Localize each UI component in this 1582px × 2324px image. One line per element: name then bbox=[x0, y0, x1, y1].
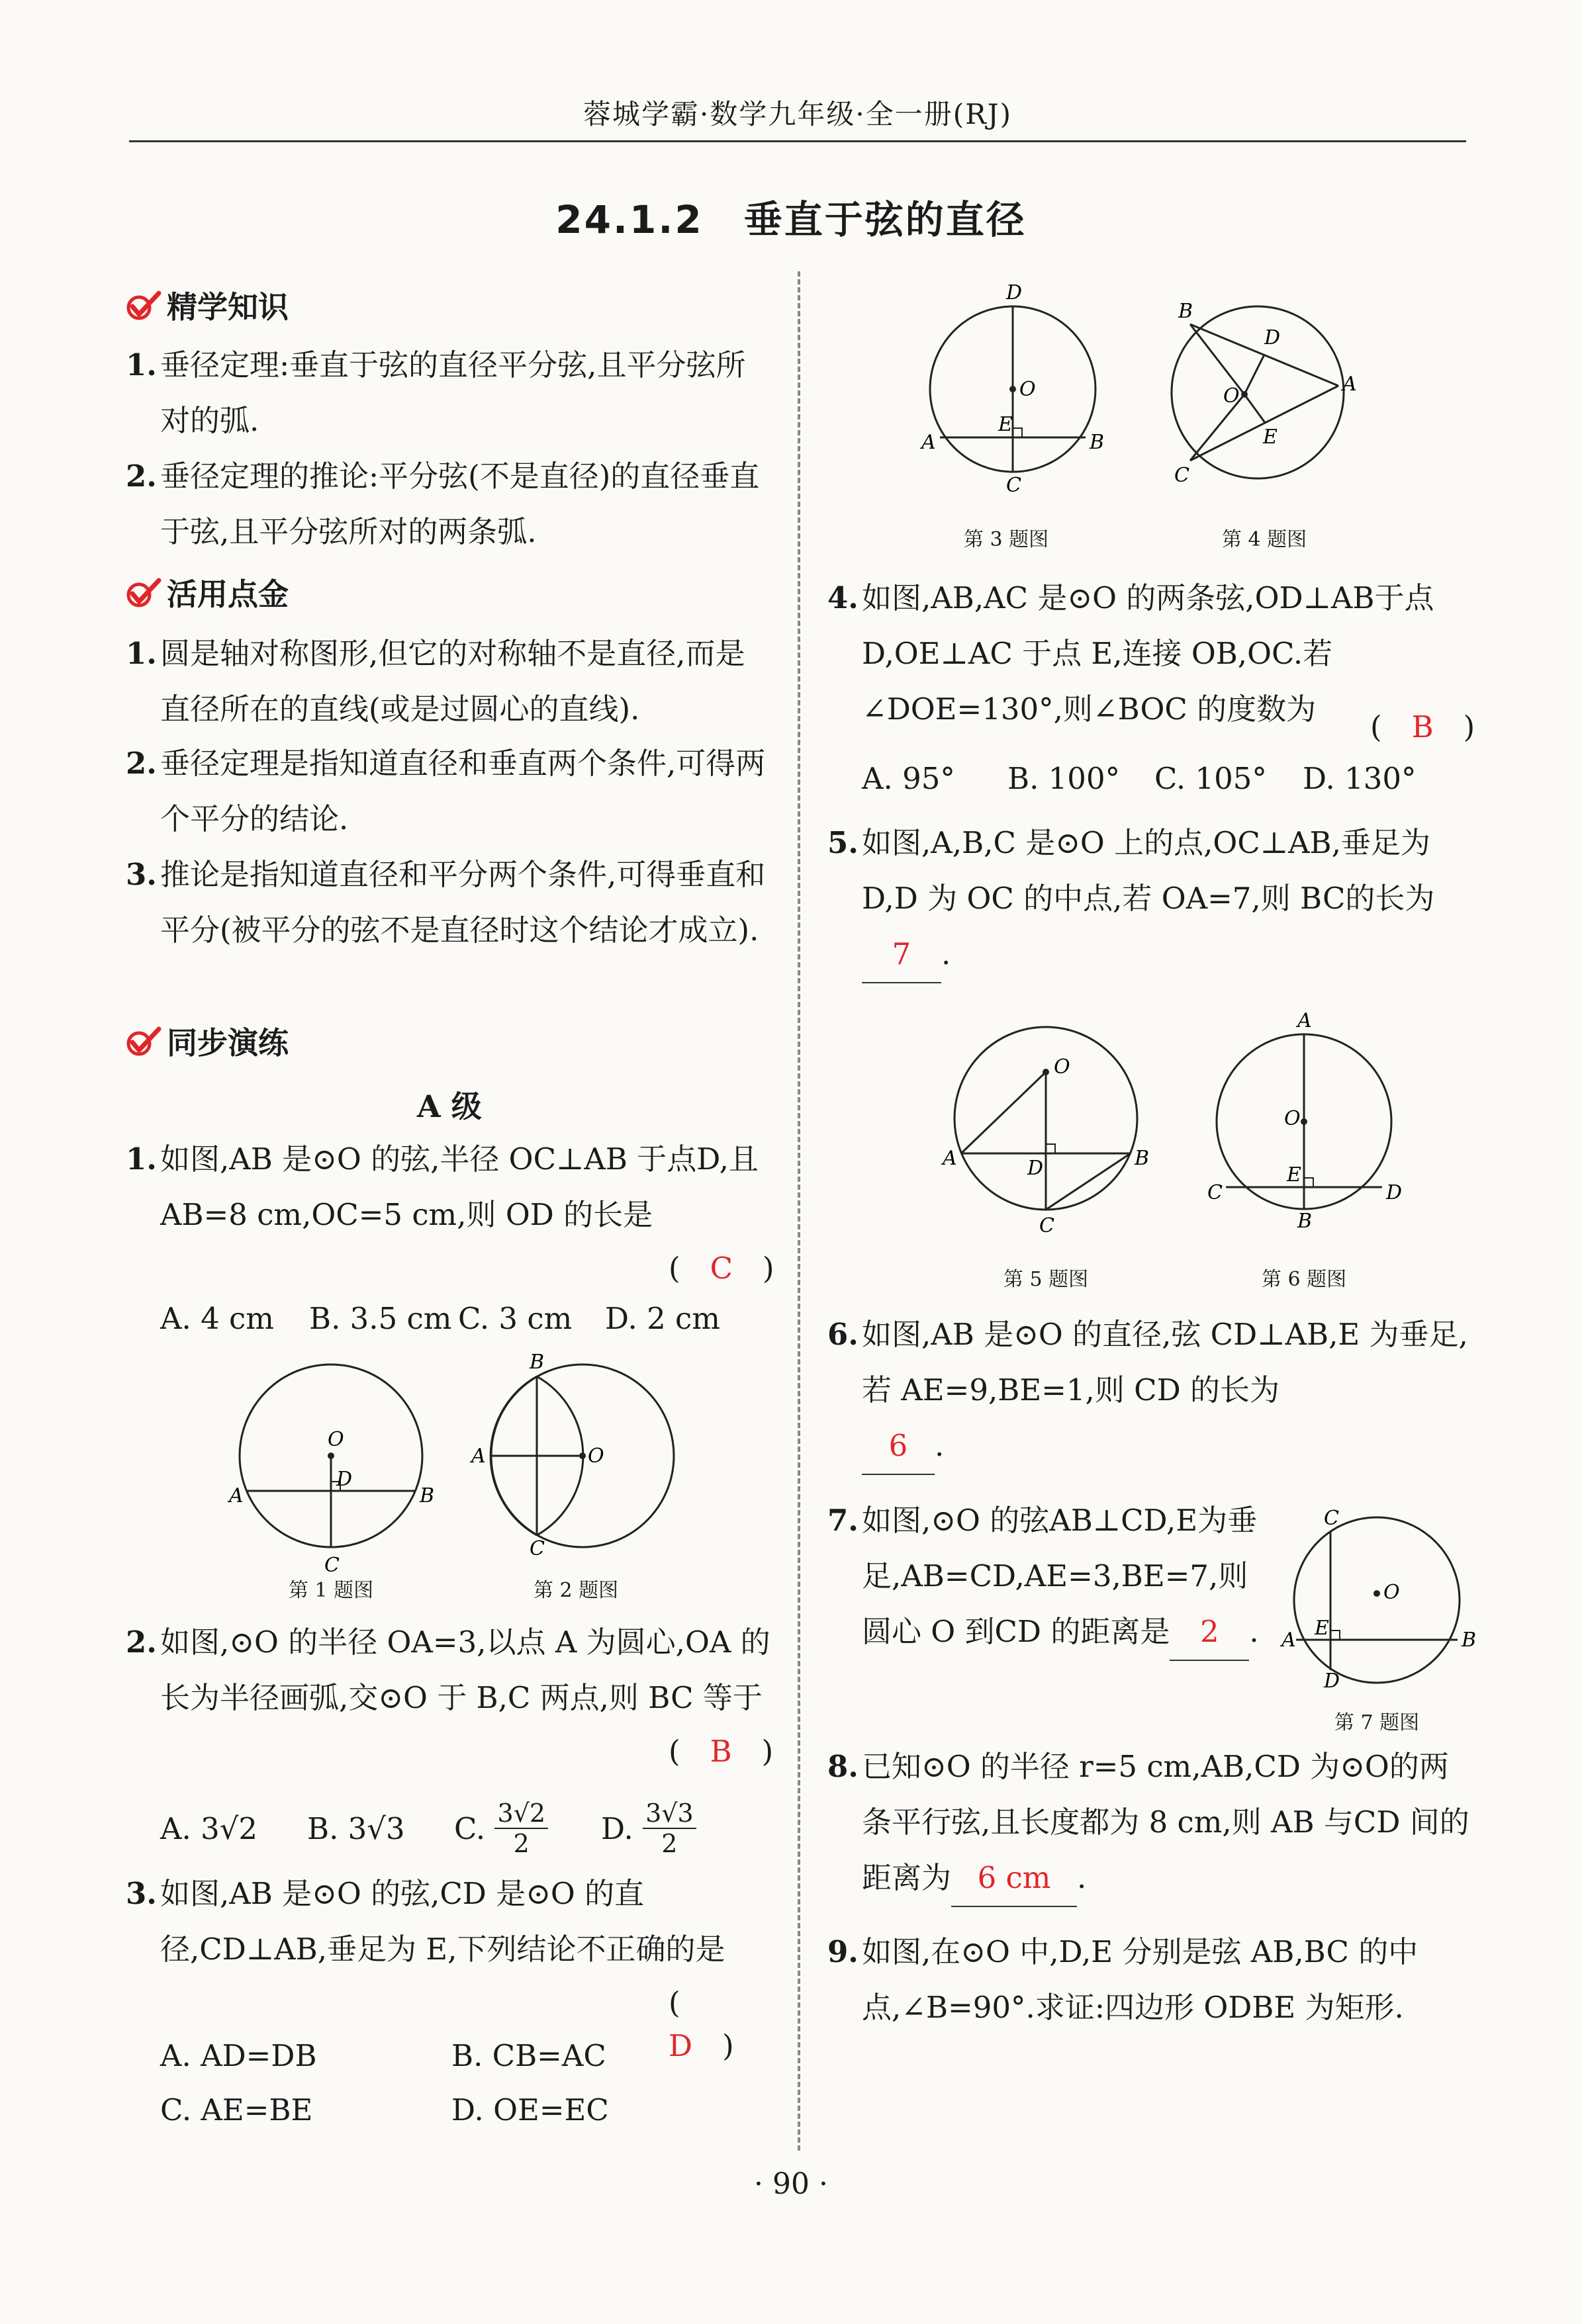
knowledge-heading-text: 精学知识 bbox=[167, 289, 289, 325]
column-divider bbox=[798, 271, 800, 2151]
question-number: 5. bbox=[827, 825, 859, 860]
figure-7 bbox=[1281, 1507, 1477, 1693]
label: A bbox=[1342, 373, 1357, 396]
label: B bbox=[1090, 431, 1105, 454]
fraction bbox=[494, 1799, 548, 1858]
label: E bbox=[998, 413, 1013, 436]
options-row bbox=[160, 1301, 720, 1336]
question-text: 如图,AB,AC 是⊙O 的两条弦,OD⊥AB于点 D,OE⊥AC 于点 E,连接 OB,OC.若∠DOE=130°,则∠BOC 的度数为 bbox=[862, 580, 1434, 727]
option-c bbox=[454, 1799, 601, 1858]
label: O bbox=[1054, 1055, 1070, 1079]
figure-5 bbox=[943, 1026, 1150, 1237]
check-icon bbox=[126, 289, 162, 321]
tip-item bbox=[126, 626, 774, 737]
question-1 bbox=[126, 1132, 774, 1243]
fraction bbox=[643, 1799, 696, 1858]
option-d: D. 130° bbox=[1303, 761, 1417, 796]
option-d bbox=[601, 1799, 696, 1858]
figure-4-caption: 第 4 题图 bbox=[1221, 528, 1307, 551]
question-text: 如图,A,B,C 是⊙O 上的点,OC⊥AB,垂足为 D,D 为 OC 的中点,若 OA=7,则 BC的长为7 . bbox=[827, 815, 1476, 983]
figure-3-caption: 第 3 题图 bbox=[963, 528, 1049, 551]
header-text: 蓉城学霸·数学九年级·全一册(RJ) bbox=[583, 98, 1012, 130]
label: A bbox=[229, 1484, 244, 1507]
label: D bbox=[1324, 1670, 1340, 1693]
option-a: A. AD=DB bbox=[160, 2038, 317, 2073]
label: O bbox=[1284, 1107, 1301, 1130]
question-text: 如图,⊙O 的半径 OA=3,以点 A 为圆心,OA 的长为半径画弧,交⊙O 于 B,C 两点,则 BC 等于 bbox=[160, 1625, 770, 1715]
answer-blank: 7 bbox=[862, 926, 941, 983]
label: D bbox=[1386, 1181, 1403, 1204]
option-d: D. OE=EC bbox=[451, 2092, 609, 2127]
question-number: 2. bbox=[126, 1625, 157, 1660]
figure-6-caption: 第 6 题图 bbox=[1261, 1268, 1347, 1291]
question-text: 已知⊙O 的半径 r=5 cm,AB,CD 为⊙O的两条平行弦,且长度都为 8 cm,则 AB 与CD 间的距离为 6 cm . bbox=[827, 1739, 1476, 1907]
item-number: 2. bbox=[126, 746, 157, 781]
option-c: C. 3 cm bbox=[458, 1301, 573, 1336]
label: E bbox=[1287, 1163, 1301, 1186]
label: O bbox=[1223, 384, 1240, 408]
label: O bbox=[1383, 1581, 1400, 1604]
denominator: 2 bbox=[513, 1829, 530, 1858]
answer-blank: 6 bbox=[862, 1418, 935, 1475]
label: C bbox=[1174, 464, 1189, 487]
label: A bbox=[1281, 1629, 1296, 1652]
label: D bbox=[336, 1468, 353, 1491]
item-number: 1. bbox=[126, 636, 157, 671]
knowledge-item bbox=[126, 337, 774, 449]
option-d: D. 2 cm bbox=[605, 1301, 720, 1336]
options-row bbox=[160, 2092, 609, 2127]
label: O bbox=[588, 1445, 604, 1468]
option-b: B. CB=AC bbox=[451, 2038, 606, 2073]
answer-paren: ( D ) bbox=[669, 1985, 734, 2063]
answer-blank: 2 bbox=[1170, 1604, 1249, 1661]
answer-paren: ( B ) bbox=[1370, 709, 1475, 744]
item-number: 2. bbox=[126, 459, 157, 494]
figure-3 bbox=[921, 281, 1105, 497]
label: E bbox=[1315, 1617, 1329, 1640]
option-a: A. 95° bbox=[862, 761, 955, 796]
question-9 bbox=[827, 1924, 1476, 2035]
label: D bbox=[1264, 326, 1281, 349]
label: O bbox=[328, 1428, 344, 1451]
figure-2-caption: 第 2 题图 bbox=[533, 1579, 619, 1602]
question-7 bbox=[827, 1493, 1278, 1661]
practice-heading-text: 同步演练 bbox=[167, 1025, 289, 1061]
answer-blank: 6 cm bbox=[951, 1850, 1077, 1907]
option-a: A. 4 cm bbox=[160, 1301, 274, 1336]
label: O bbox=[1019, 378, 1036, 401]
check-icon bbox=[126, 1025, 162, 1057]
label: C bbox=[1324, 1507, 1339, 1530]
options-row bbox=[160, 2038, 606, 2073]
tips-heading bbox=[126, 570, 289, 614]
tips-heading-text: 活用点金 bbox=[167, 576, 289, 612]
item-text: 垂径定理:垂直于弦的直径平分弦,且平分弦所对的弧. bbox=[160, 347, 746, 438]
question-body: 如图,⊙O 的弦AB⊥CD,E为垂足,AB=CD,AE=3,BE=7,则圆心 O 到CD 的距离是 bbox=[862, 1503, 1258, 1649]
option-c: C. AE=BE bbox=[160, 2092, 313, 2127]
check-icon bbox=[126, 576, 162, 608]
question-number: 6. bbox=[827, 1317, 859, 1352]
figure-2 bbox=[471, 1351, 682, 1560]
knowledge-heading bbox=[126, 283, 289, 327]
answer-choice: B bbox=[1411, 709, 1434, 744]
label: B bbox=[1462, 1629, 1477, 1652]
question-body: 已知⊙O 的半径 r=5 cm,AB,CD 为⊙O的两条平行弦,且长度都为 8 cm,则 AB 与CD 间的距离为 bbox=[862, 1749, 1469, 1895]
item-text: 垂径定理是指知道直径和垂直两个条件,可得两个平分的结论. bbox=[160, 746, 766, 836]
option-b: B. 100° bbox=[1007, 761, 1121, 796]
answer-choice: D bbox=[669, 2028, 693, 2063]
practice-heading bbox=[126, 1019, 289, 1063]
options-row bbox=[160, 1799, 696, 1858]
question-3 bbox=[126, 1866, 774, 1977]
label: C bbox=[530, 1537, 545, 1560]
label: C bbox=[324, 1554, 340, 1577]
question-number: 7. bbox=[827, 1503, 859, 1538]
option-b: B. 3√3 bbox=[307, 1810, 405, 1846]
question-2 bbox=[126, 1615, 774, 1726]
label: C bbox=[1207, 1181, 1223, 1204]
options-row bbox=[862, 761, 1416, 796]
figure-7-caption: 第 7 题图 bbox=[1334, 1711, 1420, 1734]
question-text: 如图,AB 是⊙O 的弦,CD 是⊙O 的直径,CD⊥AB,垂足为 E,下列结论不正确的是 bbox=[160, 1876, 725, 1967]
label: A bbox=[921, 431, 936, 454]
question-text: 如图,AB 是⊙O 的直径,弦 CD⊥AB,E 为垂足,若 AE=9,BE=1,则 CD 的长为 6 . bbox=[827, 1307, 1476, 1475]
label: B bbox=[1135, 1147, 1150, 1170]
page-header bbox=[129, 81, 1466, 142]
question-text: 如图,在⊙O 中,D,E 分别是弦 AB,BC 的中点,∠B=90°.求证:四边形 ODBE 为矩形. bbox=[862, 1934, 1419, 2025]
figure-4 bbox=[1165, 300, 1357, 491]
label: D bbox=[1027, 1157, 1044, 1180]
option-a: A. 3√2 bbox=[160, 1810, 258, 1846]
tip-item bbox=[126, 847, 774, 958]
label: B bbox=[530, 1351, 545, 1374]
label: A bbox=[1297, 1009, 1312, 1032]
label: E bbox=[1263, 425, 1278, 449]
option-c: C. 105° bbox=[1154, 761, 1267, 796]
knowledge-item bbox=[126, 449, 774, 560]
label: B bbox=[420, 1484, 435, 1507]
question-text: 如图,⊙O 的弦AB⊥CD,E为垂足,AB=CD,AE=3,BE=7,则圆心 O 到CD 的距离是 2 . bbox=[827, 1493, 1278, 1661]
question-number: 1. bbox=[126, 1141, 157, 1177]
answer-paren: ( C ) bbox=[669, 1251, 774, 1286]
level-a-label: A 级 bbox=[417, 1089, 482, 1124]
option-d-label: D. bbox=[601, 1810, 633, 1846]
item-number: 1. bbox=[126, 347, 157, 382]
answer-paren: ( B ) bbox=[669, 1734, 774, 1769]
figure-5-caption: 第 5 题图 bbox=[1003, 1268, 1089, 1291]
question-number: 3. bbox=[126, 1876, 157, 1911]
question-6 bbox=[827, 1307, 1476, 1475]
label: B bbox=[1178, 300, 1193, 323]
label: D bbox=[1006, 281, 1023, 304]
figure-1-caption: 第 1 题图 bbox=[288, 1579, 374, 1602]
item-text: 垂径定理的推论:平分弦(不是直径)的直径垂直于弦,且平分弦所对的两条弧. bbox=[160, 459, 760, 549]
question-number: 8. bbox=[827, 1749, 859, 1784]
answer-choice: C bbox=[710, 1251, 733, 1286]
label: B bbox=[1297, 1210, 1313, 1233]
item-number: 3. bbox=[126, 857, 157, 892]
answer-choice: B bbox=[710, 1734, 732, 1769]
section-title: 24.1.2 垂直于弦的直径 bbox=[555, 197, 1027, 242]
figure-6 bbox=[1207, 1009, 1403, 1233]
label: A bbox=[471, 1445, 486, 1468]
question-8 bbox=[827, 1739, 1476, 1907]
question-number: 9. bbox=[827, 1934, 859, 1969]
option-b: B. 3.5 cm bbox=[309, 1301, 452, 1336]
page-number: · 90 · bbox=[754, 2167, 828, 2201]
question-5 bbox=[827, 815, 1476, 983]
question-number: 4. bbox=[827, 580, 859, 615]
figure-1 bbox=[229, 1357, 435, 1577]
denominator: 2 bbox=[661, 1829, 678, 1858]
question-body: 如图,AB 是⊙O 的直径,弦 CD⊥AB,E 为垂足,若 AE=9,BE=1,则 CD 的长为 bbox=[862, 1317, 1468, 1408]
numerator: 3√2 bbox=[494, 1799, 548, 1829]
item-text: 圆是轴对称图形,但它的对称轴不是直径,而是直径所在的直线(或是过圆心的直线). bbox=[160, 636, 745, 727]
label: A bbox=[943, 1147, 957, 1170]
tip-item bbox=[126, 736, 774, 847]
numerator: 3√3 bbox=[643, 1799, 696, 1829]
item-text: 推论是指知道直径和平分两个条件,可得垂直和平分(被平分的弦不是直径时这个结论才成立). bbox=[160, 857, 766, 948]
label: C bbox=[1039, 1214, 1054, 1237]
question-text: 如图,AB 是⊙O 的弦,半径 OC⊥AB 于点D,且 AB=8 cm,OC=5 cm,则 OD 的长是 bbox=[160, 1141, 759, 1232]
question-body: 如图,A,B,C 是⊙O 上的点,OC⊥AB,垂足为 D,D 为 OC 的中点,若 OA=7,则 BC的长为 bbox=[862, 825, 1435, 916]
option-c-label: C. bbox=[454, 1810, 486, 1846]
label: C bbox=[1006, 474, 1021, 497]
